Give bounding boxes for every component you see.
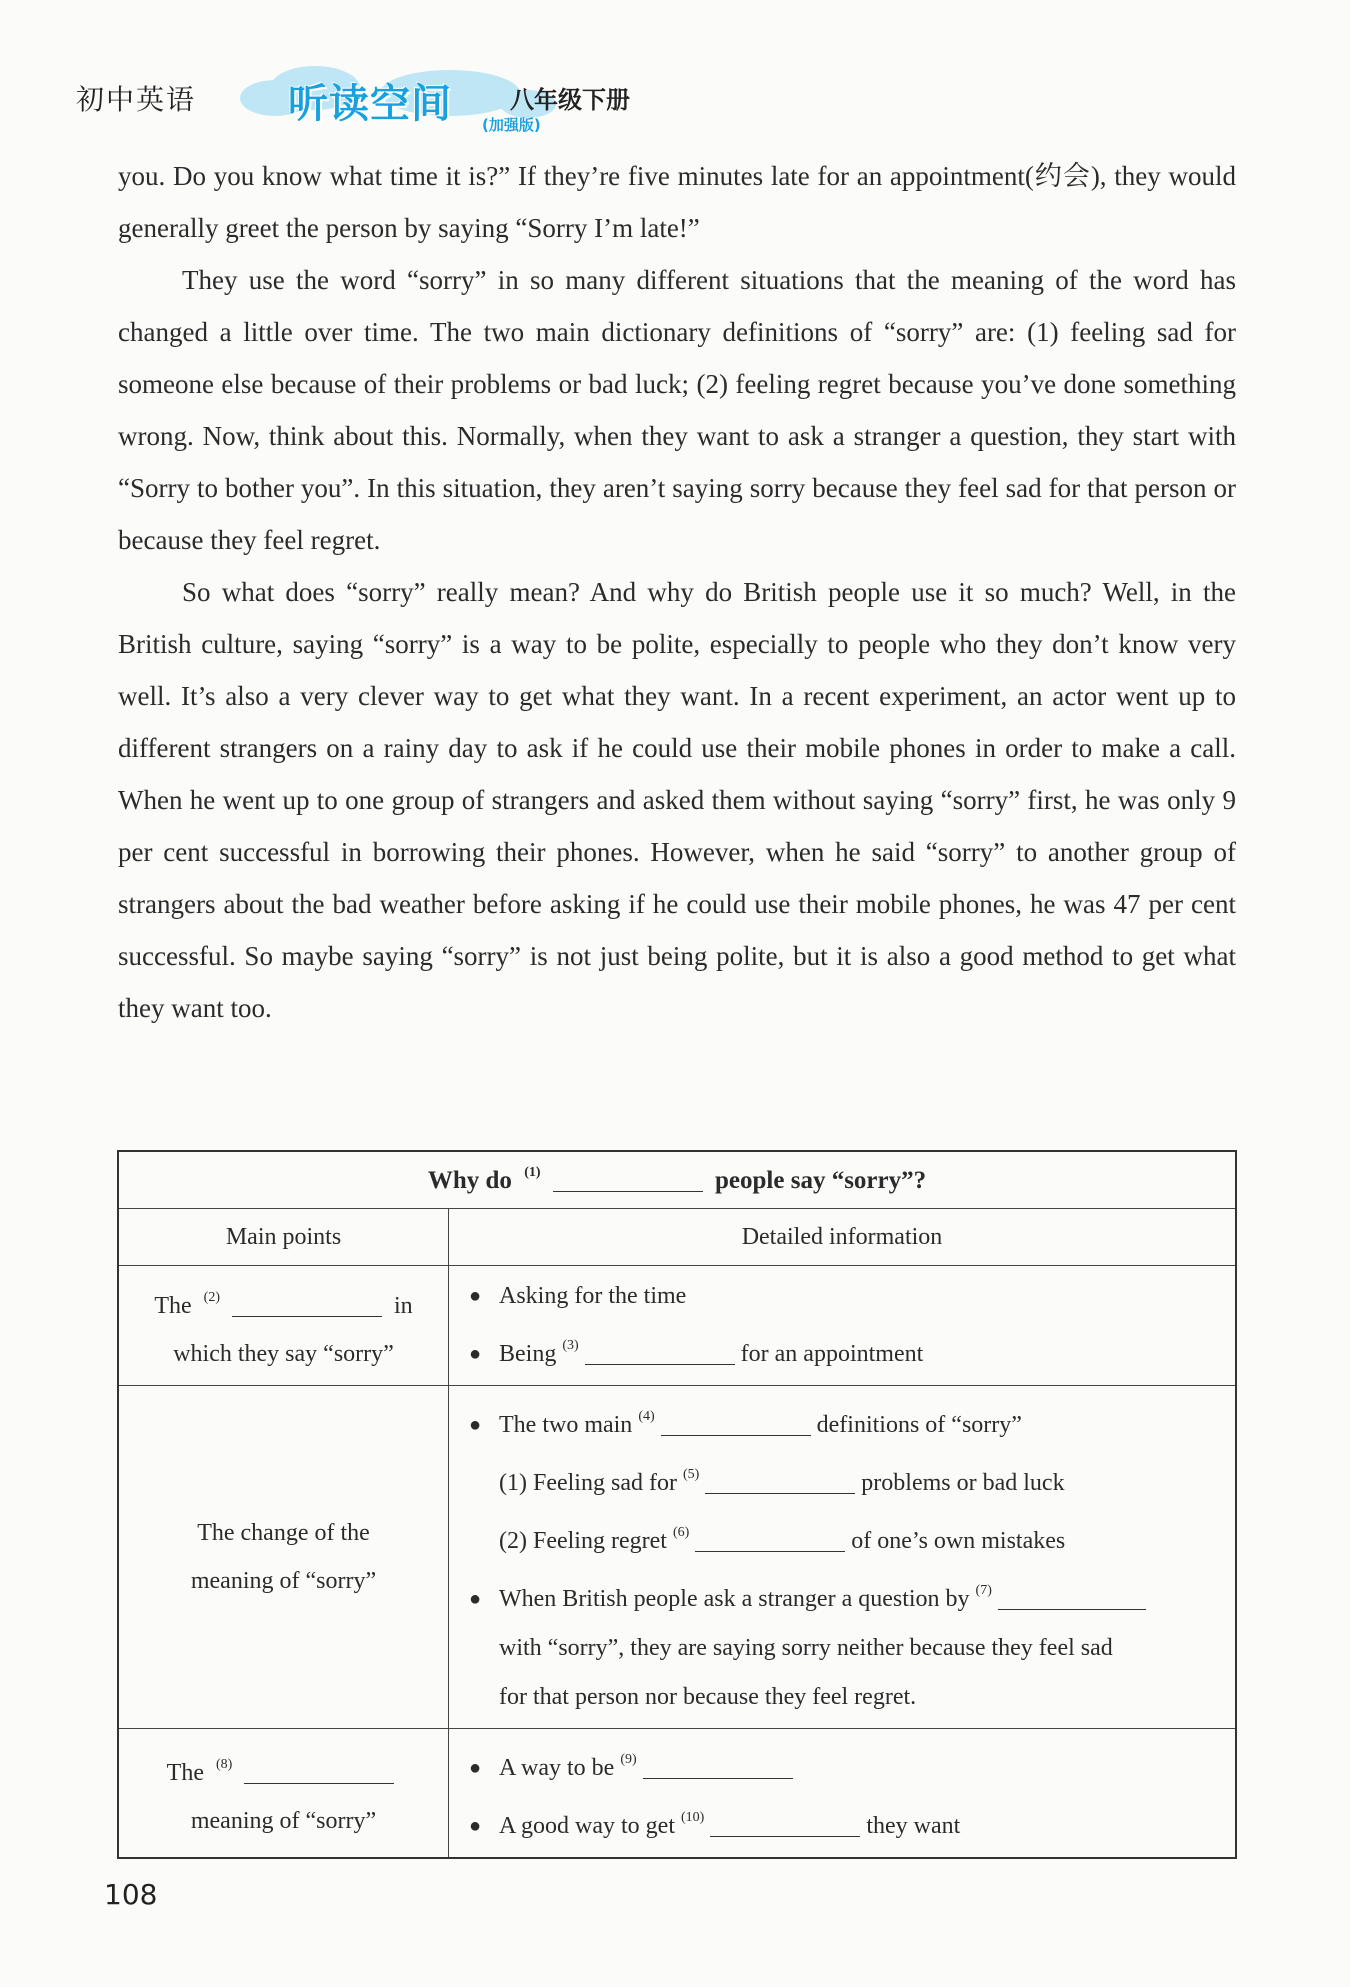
bullet-icon: ● (469, 1285, 482, 1307)
answer-blank-3[interactable] (585, 1342, 735, 1365)
paragraph: you. Do you know what time it is?” If they’re five minutes late for an appointment(约会), they would generally greet the person by saying “Sorry I’m late!” (118, 161, 1236, 243)
answer-blank-10[interactable] (710, 1814, 860, 1837)
main-point-cell: The $^{(2)}$ in which they say “sorry” (118, 1266, 449, 1386)
answer-blank-5[interactable] (705, 1471, 855, 1494)
main-point-cell: The change of the meaning of “sorry” (118, 1386, 449, 1729)
detail-cell: ● The two main $^{(4)}$ definitions of “sorry” (1) Feeling sad for $^{(5)}$ problems or bad luck (2) Feeling regret $^{(6)}$ of one’s own mistakes ● When British people ask a stranger a question by $^{(7)}$ with “sorry”, they are saying sorry neither because they feel sad for that person nor because they feel regret. (449, 1386, 1237, 1729)
table-title: Why do $^{(1)}$ people say “sorry”? (118, 1151, 1236, 1209)
detail-cell: ● Asking for the time ● Being $^{(3)}$ for an appointment (449, 1266, 1237, 1386)
main-point-cell: The $^{(8)}$ meaning of “sorry” (118, 1729, 449, 1859)
table-row (118, 1386, 1236, 1729)
answer-blank-4[interactable] (661, 1413, 811, 1436)
answer-blank-8[interactable] (244, 1761, 394, 1784)
bullet-icon: ● (469, 1414, 482, 1436)
answer-blank-1[interactable] (553, 1169, 703, 1192)
column-header-detailed-info: Detailed information (449, 1209, 1237, 1266)
bullet-icon: ● (469, 1815, 482, 1837)
series-title: 初中英语 (76, 83, 197, 116)
edition-label: (加强版) (482, 116, 541, 134)
table-row (118, 1729, 1236, 1859)
bullet-icon: ● (469, 1343, 482, 1365)
detail-cell: ● A way to be $^{(9)}$ ● A good way to get $^{(10)}$ they want (449, 1729, 1237, 1859)
bullet-icon: ● (469, 1588, 482, 1610)
answer-blank-2[interactable] (232, 1294, 382, 1317)
page-header (62, 58, 762, 138)
grade-label: 八年级下册 (510, 86, 630, 114)
brand-name: 听读空间 (288, 81, 452, 127)
bullet-icon: ● (469, 1757, 482, 1779)
reading-passage (118, 150, 1236, 1034)
exercise-table (117, 1150, 1237, 1859)
blank-number: (1) (524, 1165, 541, 1180)
answer-blank-7[interactable] (998, 1587, 1146, 1610)
answer-blank-9[interactable] (643, 1756, 793, 1779)
column-header-main-points: Main points (118, 1209, 449, 1266)
paragraph: They use the word “sorry” in so many different situations that the meaning of the word has changed a little over time. The two main dictionary definitions of “sorry” are: (1) feeling sad for someone else because of their problems or bad luck; (2) feeling regret because you’ve done something wrong. Now, think about this. Normally, when they want to ask a stranger a question, they start with “Sorry to bother you”. In this situation, they aren’t saying sorry because they feel sad for that person or because they feel regret. (118, 265, 1236, 555)
paragraph: So what does “sorry” really mean? And why do British people use it so much? Well, in the British culture, saying “sorry” is a way to be polite, especially to people who they don’t know very well. It’s also a very clever way to get what they want. In a recent experiment, an actor went up to different strangers on a rainy day to ask if he could use their mobile phones in order to make a call. When he went up to one group of strangers and asked them without saying “sorry” first, he was only 9 per cent successful in borrowing their phones. However, when he said “sorry” to another group of strangers about the bad weather before asking if he could use their mobile phones, he was 47 per cent successful. So maybe saying “sorry” is not just being polite, but it is also a good method to get what they want too. (118, 577, 1236, 1023)
table-row (118, 1266, 1236, 1386)
answer-blank-6[interactable] (695, 1529, 845, 1552)
page-number: 108 (104, 1878, 158, 1911)
